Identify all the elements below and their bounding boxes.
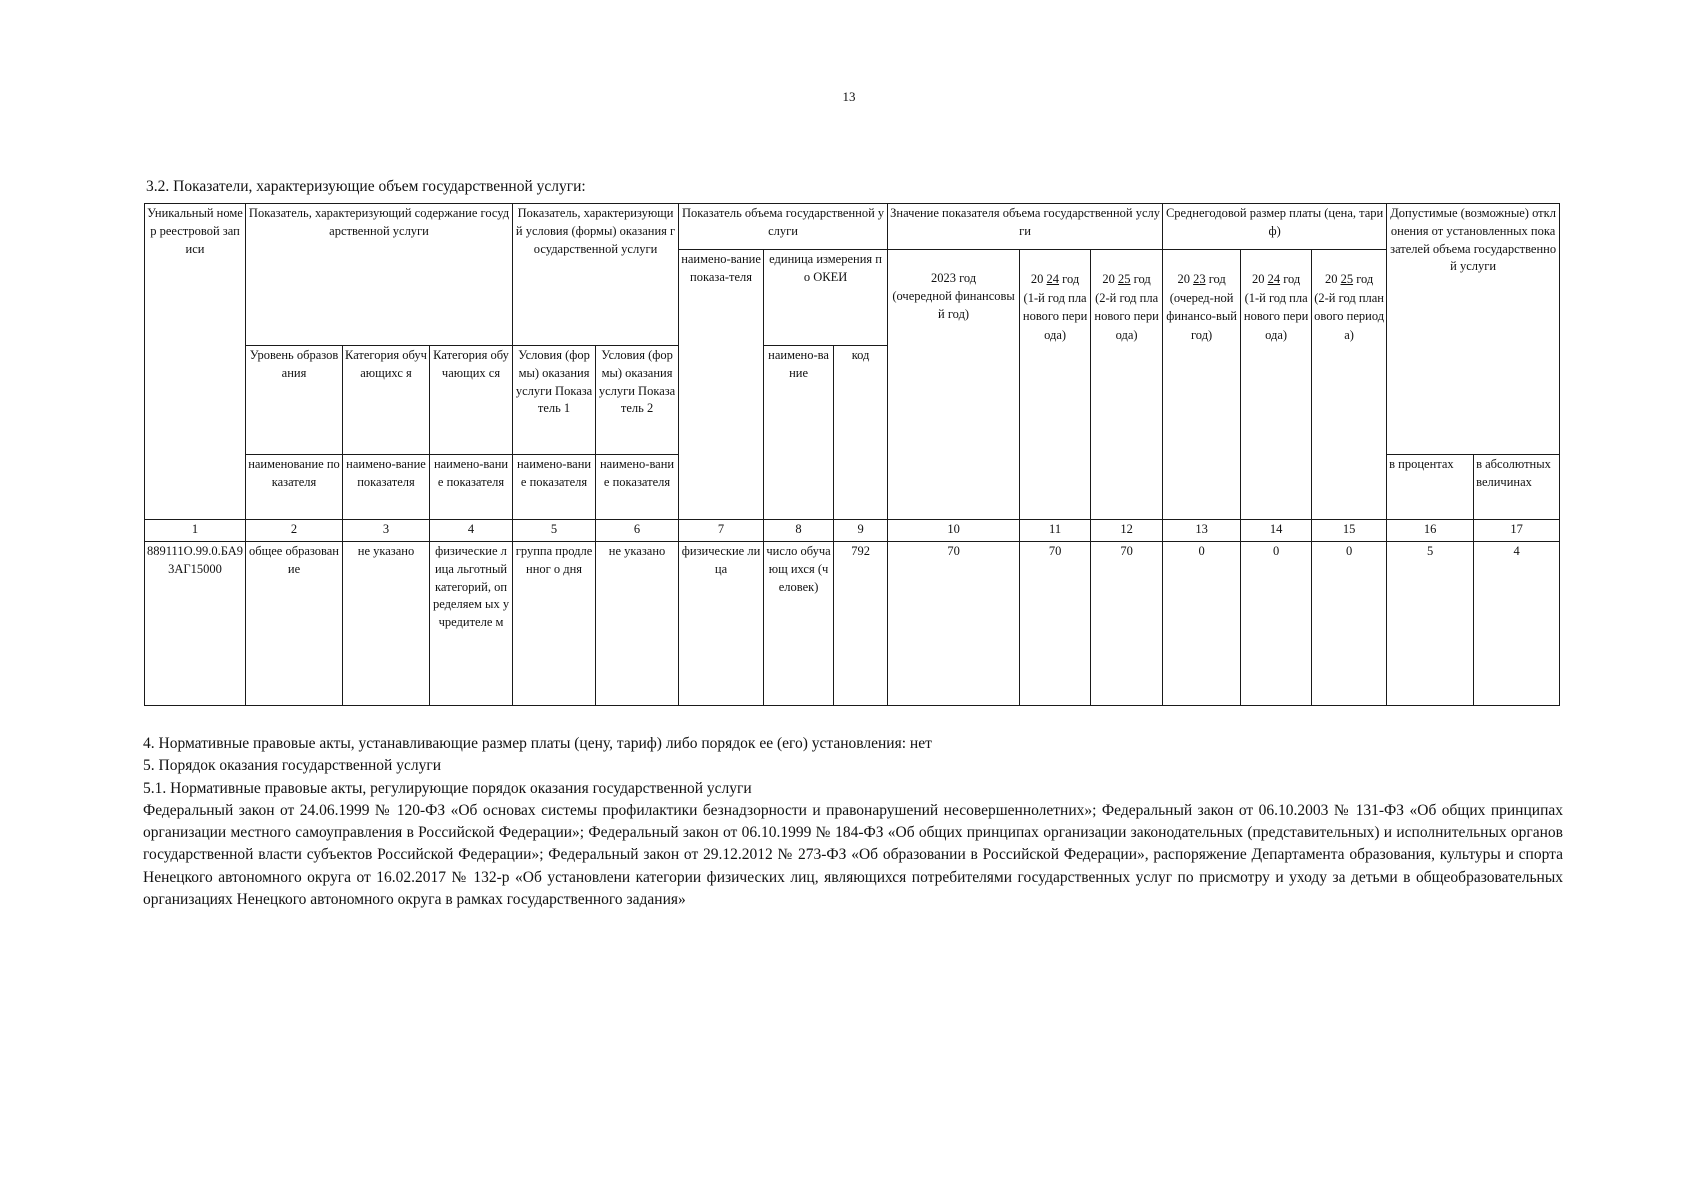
table-row [145, 542, 1560, 706]
col-num-2: 2 [246, 520, 343, 542]
cell-unit-code: 792 [834, 542, 888, 706]
page-number: 13 [842, 89, 856, 104]
volume-indicators-table [144, 203, 1560, 706]
cell-fee-2025: 0 [1312, 542, 1387, 706]
cell-student-category-2: физические лица льготный категорий, определяем ых учредителе м [430, 542, 513, 706]
header-indicator-name: наимено-вание показа-теля [679, 250, 764, 520]
subheader-student-category-2: Категория обучающих ся [430, 346, 513, 455]
header-allowed-deviation: Допустимые (возможные) отклонения от установленных показателей объема государственной услуги [1387, 204, 1560, 455]
header-year-2024: 20 24 год (1-й год планового периода) [1020, 250, 1091, 520]
deviation-percent-header: в процентах [1387, 455, 1474, 520]
col-num-12: 12 [1091, 520, 1163, 542]
header-volume-indicator: Показатель объема государственной услуги [679, 204, 888, 250]
header-content-indicator: Показатель, характеризующий содержание государственной услуги [246, 204, 513, 346]
col-num-8: 8 [764, 520, 834, 542]
col-num-11: 11 [1020, 520, 1091, 542]
cell-value-2023: 70 [888, 542, 1020, 706]
header-volume-value: Значение показателя объема государственной услуги [888, 204, 1163, 250]
column-number-row [145, 520, 1560, 542]
cell-deviation-absolute: 4 [1474, 542, 1560, 706]
header-fee-2024: 20 24 год (1-й год планового периода) [1241, 250, 1312, 520]
header-average-fee: Среднегодовой размер платы (цена, тариф) [1163, 204, 1387, 250]
subheader-student-category-1: Категория обучающихс я [343, 346, 430, 455]
col-num-3: 3 [343, 520, 430, 542]
cell-fee-2023: 0 [1163, 542, 1241, 706]
name-header-5: наимено-вание показателя [596, 455, 679, 520]
header-year-2023 [888, 250, 1020, 520]
col-num-6: 6 [596, 520, 679, 542]
paragraph-5-1: 5.1. Нормативные правовые акты, регулирующие порядок оказания государственной услуги [143, 779, 752, 797]
cell-registry-number: 889111О.99.0.БА93АГ15000 [145, 542, 246, 706]
body-text [143, 733, 1563, 911]
subheader-unit-name: наимено-вание [764, 346, 834, 520]
header-fee-2023: 20 23 год (очеред-ной финансо-вый год) [1163, 250, 1241, 520]
cell-deviation-percent: 5 [1387, 542, 1474, 706]
paragraph-5: 5. Порядок оказания государственной услуги [143, 757, 441, 775]
legal-acts-text: Федеральный закон от 24.06.1999 № 120-ФЗ «Об основах системы профилактики безнадзорности и правонарушений несовершеннолетних»; Федеральный закон от 06.10.2003 № 131-ФЗ «Об общих принципах организации местного самоуправления в Российской Федерации»; Федеральный закон от 06.10.1999 № 184-ФЗ «Об общих принципах организации законодательных (представительных) и исполнительных органов государственной власти субъектов Российской Федерации»; Федеральный закон от 29.12.2012 № 273-ФЗ «Об образовании в Российской Федерации», распоряжение Департамента образования, культуры и спорта Ненецкого автономного округа от 16.02.2017 № 132-р «Об установлени категории физических лиц, являющихся потребителями государственных услуг по присмотру и уходу за детьми в общеобразовательных организациях Ненецкого автономного округа в рамках государственного задания» [143, 801, 1563, 909]
cell-value-2024: 70 [1020, 542, 1091, 706]
subheader-condition-1: Условия (формы) оказания услуги Показатель 1 [513, 346, 596, 455]
col-num-10: 10 [888, 520, 1020, 542]
section-title: 3.2. Показатели, характеризующие объем государственной услуги: [146, 178, 586, 195]
subheader-condition-2: Условия (формы) оказания услуги Показатель 2 [596, 346, 679, 455]
header-conditions-indicator: Показатель, характеризующий условия (формы) оказания государственной услуги [513, 204, 679, 346]
name-header-1: наименование показателя [246, 455, 343, 520]
cell-condition-2: не указано [596, 542, 679, 706]
cell-value-2025: 70 [1091, 542, 1163, 706]
col-num-13: 13 [1163, 520, 1241, 542]
header-okei-unit: единица измерения по ОКЕИ [764, 250, 888, 346]
col-num-16: 16 [1387, 520, 1474, 542]
cell-fee-2024: 0 [1241, 542, 1312, 706]
col-num-7: 7 [679, 520, 764, 542]
name-header-3: наимено-вание показателя [430, 455, 513, 520]
cell-unit-name: число обучающ ихся (человек) [764, 542, 834, 706]
subheader-education-level: Уровень образования [246, 346, 343, 455]
col-num-5: 5 [513, 520, 596, 542]
name-header-2: наимено-вание показателя [343, 455, 430, 520]
year-2023-sub: (очередной финансовый год) [892, 288, 1015, 321]
col-num-17: 17 [1474, 520, 1560, 542]
cell-condition-1: группа продленног о дня [513, 542, 596, 706]
name-header-4: наимено-вание показателя [513, 455, 596, 520]
cell-student-category-1: не указано [343, 542, 430, 706]
paragraph-4: 4. Нормативные правовые акты, устанавливающие размер платы (цену, тариф) либо порядок ее (его) установления: нет [143, 735, 932, 752]
cell-indicator-name: физические лица [679, 542, 764, 706]
header-year-2025: 20 25 год (2-й год планового периода) [1091, 250, 1163, 520]
subheader-unit-code: код [834, 346, 888, 520]
year-2023-label: 2023 год [930, 271, 977, 285]
col-num-1: 1 [145, 520, 246, 542]
col-num-15: 15 [1312, 520, 1387, 542]
col-num-14: 14 [1241, 520, 1312, 542]
col-num-9: 9 [834, 520, 888, 542]
header-unique-number: Уникальный номер реестровой записи [145, 204, 246, 520]
deviation-absolute-header: в абсолютных величинах [1474, 455, 1560, 520]
col-num-4: 4 [430, 520, 513, 542]
header-fee-2025: 20 25 год (2-й год планового периода) [1312, 250, 1387, 520]
cell-education-level: общее образование [246, 542, 343, 706]
